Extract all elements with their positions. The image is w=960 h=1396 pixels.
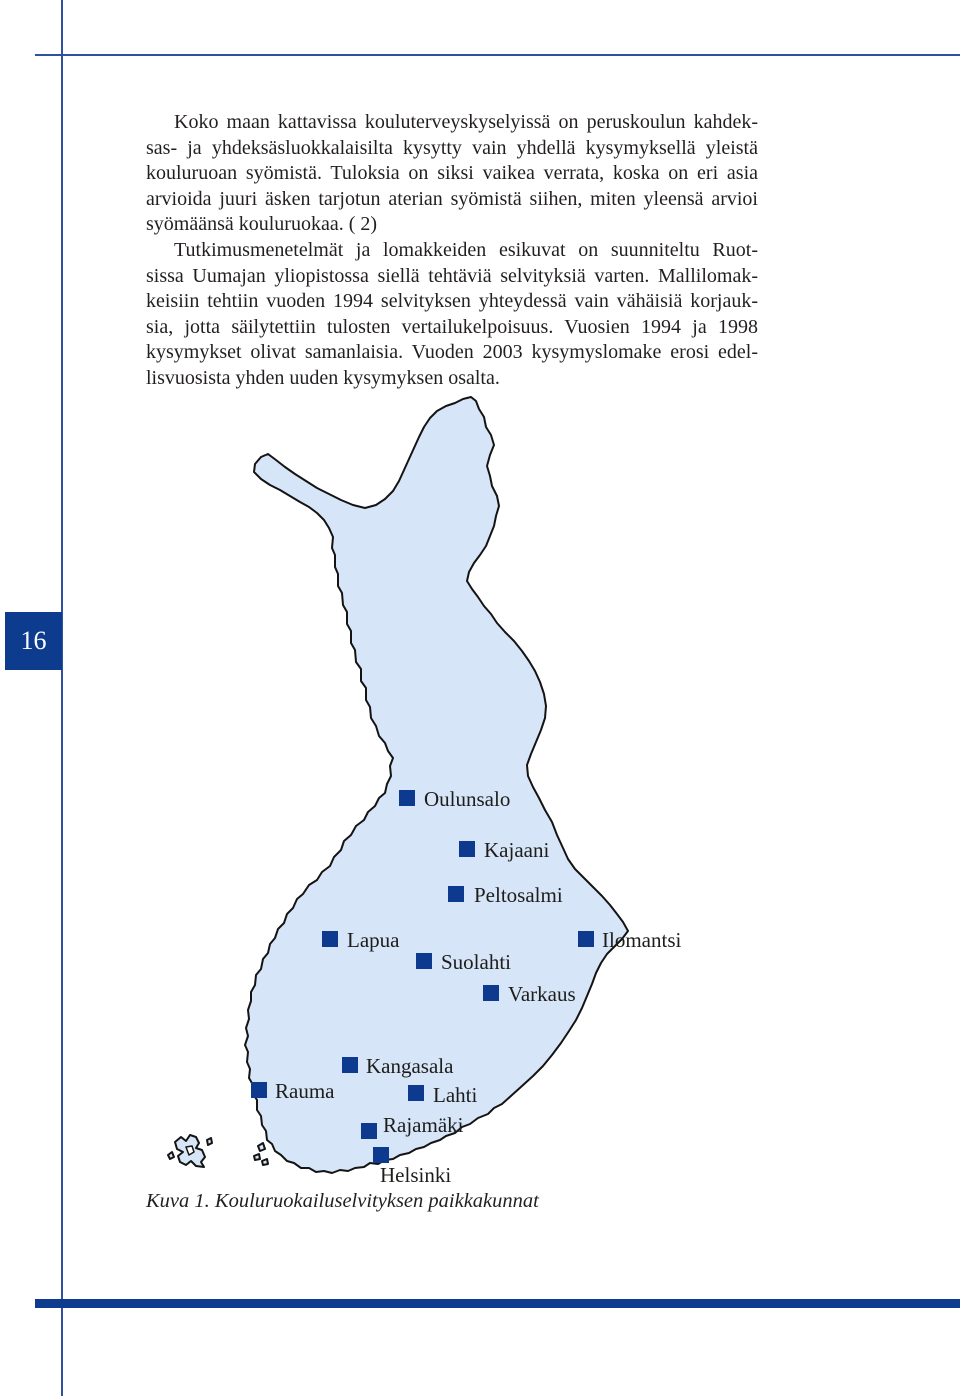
place-label: Peltosalmi (474, 883, 563, 907)
place-label: Suolahti (441, 950, 512, 974)
body-line: kysymykset olivat samanlaisia. Vuoden 2003 kysymyslomake erosi edel- (146, 341, 758, 364)
place-kajaani (459, 838, 550, 862)
place-label: Lahti (433, 1083, 478, 1107)
body-line: Tutkimusmenetelmät ja lomakkeiden esikuvat on suunniteltu Ruot- (174, 238, 758, 261)
place-rauma (251, 1079, 335, 1103)
square-marker-icon (342, 1057, 358, 1073)
place-label: Kangasala (366, 1054, 454, 1078)
figure-caption: Kuva 1. Kouluruokailuselvityksen paikkakunnat (146, 1190, 539, 1212)
square-marker-icon (251, 1082, 267, 1098)
aland-islands (168, 1135, 212, 1167)
place-oulunsalo (399, 787, 511, 811)
top-rule (35, 54, 960, 56)
square-marker-icon (416, 953, 432, 969)
archipelago-islets (254, 1143, 268, 1165)
place-label: Varkaus (508, 982, 576, 1006)
place-label: Rajamäki (383, 1113, 464, 1137)
body-line: kouluruoan syömistä. Tuloksia on siksi vaikea verrata, koska on eri asia (146, 162, 758, 185)
square-marker-icon (361, 1123, 377, 1139)
square-marker-icon (459, 841, 475, 857)
body-line: syömäänsä kouluruokaa. ( 2) (146, 213, 378, 236)
page-number: 16 (5, 612, 62, 670)
place-kangasala (342, 1054, 454, 1078)
place-label: Lapua (347, 928, 400, 952)
paragraph (146, 110, 758, 238)
paragraph (146, 238, 758, 392)
bottom-rule (35, 1299, 960, 1308)
place-peltosalmi (448, 883, 563, 907)
body-line: Koko maan kattavissa kouluterveyskyselyissä on peruskoulun kahdek- (174, 111, 758, 133)
side-rule (61, 0, 63, 1396)
place-label: Helsinki (380, 1163, 452, 1187)
place-lahti (408, 1083, 478, 1107)
place-ilomantsi (578, 928, 682, 952)
square-marker-icon (408, 1085, 424, 1101)
square-marker-icon (399, 790, 415, 806)
place-varkaus (483, 982, 576, 1006)
body-text (146, 110, 758, 392)
body-line: sissa Uumajan yliopistossa siellä tehtäviä selvityksiä varten. Mallilomak- (146, 264, 758, 287)
body-line: sia, jotta säilytettiin tulosten vertailukelpoisuus. Vuosien 1994 ja 1998 (146, 315, 758, 338)
place-lapua (322, 928, 400, 952)
place-label: Oulunsalo (424, 787, 511, 811)
place-label: Ilomantsi (602, 928, 682, 952)
place-rajamaki (361, 1113, 464, 1139)
body-line: sas- ja yhdeksäsluokkalaisilta kysytty vain yhdellä kysymyksellä yleistä (146, 136, 758, 159)
place-label: Kajaani (484, 838, 550, 862)
square-marker-icon (578, 931, 594, 947)
square-marker-icon (448, 886, 464, 902)
body-line: arvioida juuri äsken tarjotun aterian syömistä siihen, miten yleensä arvioi (146, 187, 758, 210)
square-marker-icon (483, 985, 499, 1001)
body-line: lisvuosista yhden uuden kysymyksen osalta. (146, 366, 500, 389)
square-marker-icon (373, 1147, 389, 1163)
place-label: Rauma (275, 1079, 335, 1103)
square-marker-icon (322, 931, 338, 947)
place-helsinki (373, 1147, 452, 1187)
place-suolahti (416, 950, 512, 974)
body-line: keisiin tehtiin vuoden 1994 selvityksen yhteydessä vain vähäisiä korjauk- (146, 290, 758, 313)
